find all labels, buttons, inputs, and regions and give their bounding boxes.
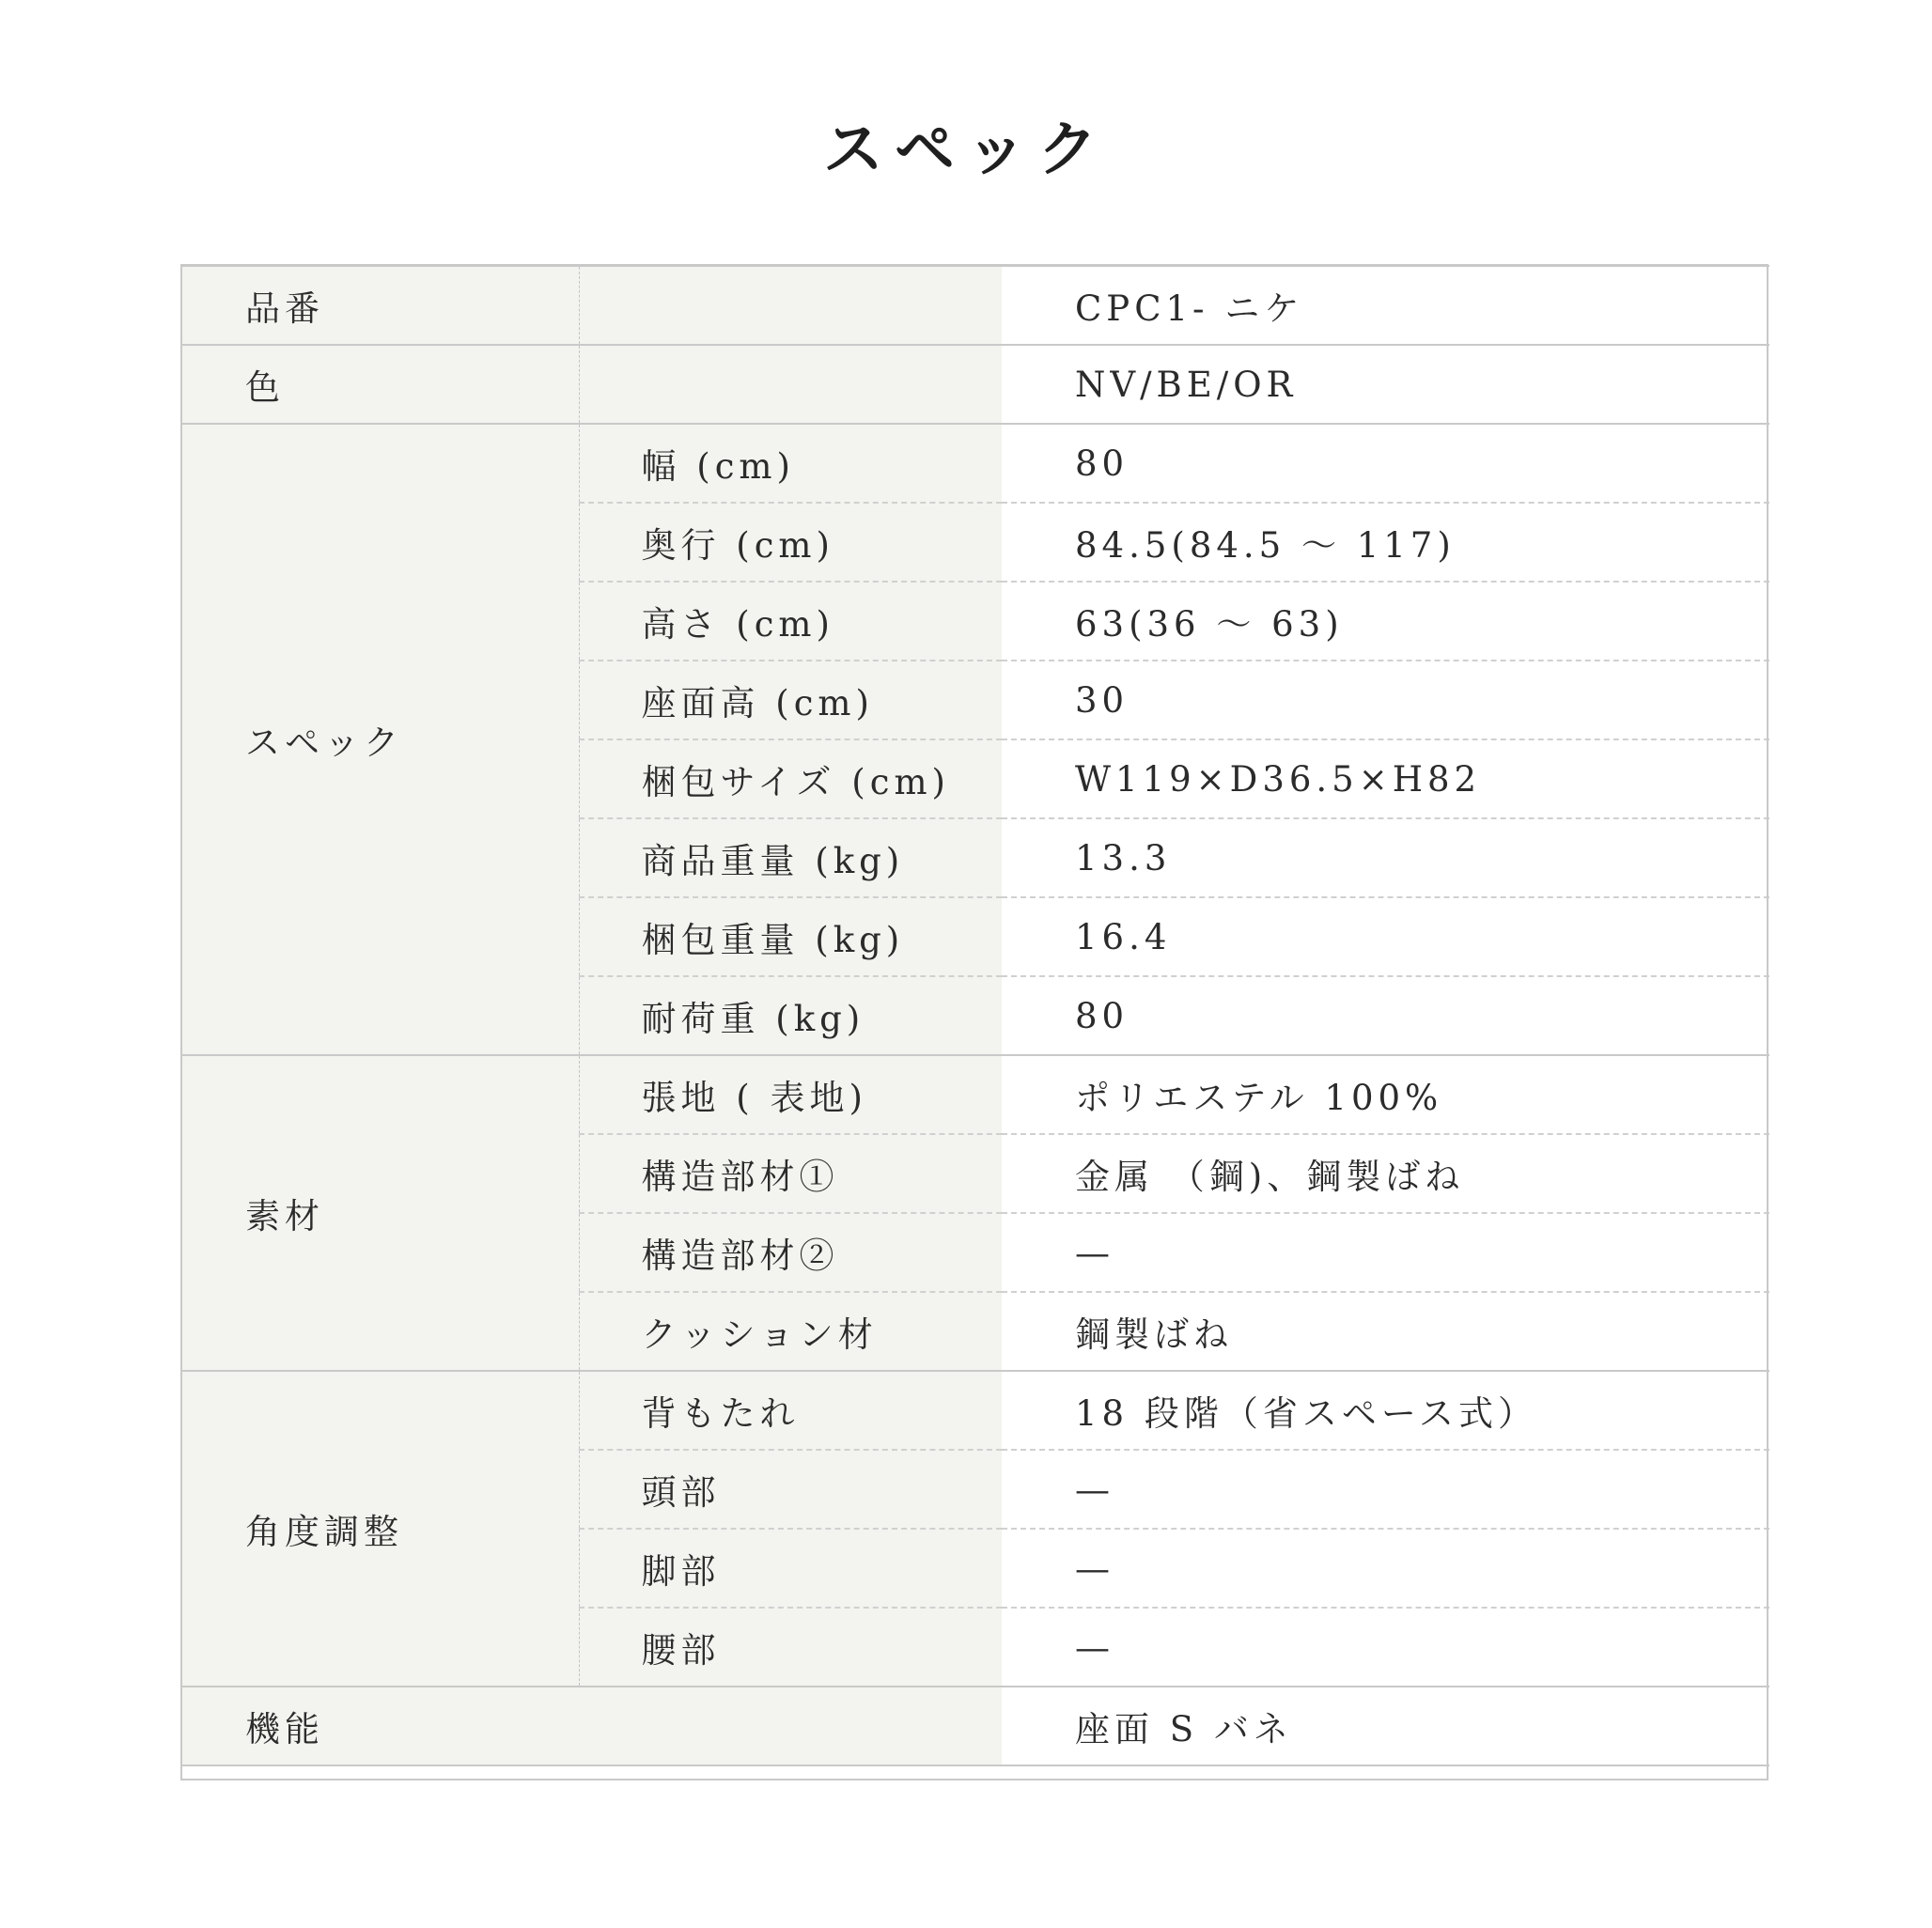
item-value: 30 (1002, 661, 1769, 739)
item-label: 高さ (cm) (579, 582, 1002, 661)
spec-table (181, 265, 1769, 1766)
table-row (181, 424, 1769, 503)
item-value: — (1002, 1213, 1769, 1292)
item-value: 鋼製ばね (1002, 1292, 1769, 1371)
group-label-angle: 角度調整 (181, 1371, 579, 1687)
item-value: — (1002, 1529, 1769, 1608)
table-row (181, 1055, 1769, 1134)
item-label: 背もたれ (579, 1371, 1002, 1450)
row-sub-empty (579, 266, 1002, 345)
item-label: 頭部 (579, 1450, 1002, 1529)
row-value-color: NV/BE/OR (1002, 345, 1769, 424)
item-value: 80 (1002, 424, 1769, 503)
row-label-color: 色 (181, 345, 579, 424)
item-label: 耐荷重 (kg) (579, 976, 1002, 1055)
item-value: 63(36 ～ 63) (1002, 582, 1769, 661)
item-value: 16.4 (1002, 897, 1769, 976)
item-value: 80 (1002, 976, 1769, 1055)
item-label: 奥行 (cm) (579, 503, 1002, 582)
item-value: 金属 （鋼)、鋼製ばね (1002, 1134, 1769, 1213)
table-row (181, 1371, 1769, 1450)
item-label: 梱包サイズ (cm) (579, 739, 1002, 818)
item-value: ポリエステル 100% (1002, 1055, 1769, 1134)
row-value-function: 座面 S バネ (1002, 1687, 1769, 1765)
table-row (181, 345, 1769, 424)
row-value-model: CPC1- ニケ (1002, 266, 1769, 345)
group-label-spec: スペック (181, 424, 579, 1055)
table-row (181, 266, 1769, 345)
item-label: 張地 ( 表地) (579, 1055, 1002, 1134)
item-value: — (1002, 1608, 1769, 1687)
item-value: W119×D36.5×H82 (1002, 739, 1769, 818)
item-label: 腰部 (579, 1608, 1002, 1687)
item-value: 13.3 (1002, 818, 1769, 897)
item-label: 構造部材② (579, 1213, 1002, 1292)
row-label-function: 機能 (181, 1687, 579, 1765)
item-label: 構造部材① (579, 1134, 1002, 1213)
group-label-material: 素材 (181, 1055, 579, 1371)
item-value: — (1002, 1450, 1769, 1529)
item-label: クッション材 (579, 1292, 1002, 1371)
page-title: スペック (823, 115, 1109, 185)
item-value: 84.5(84.5 ～ 117) (1002, 503, 1769, 582)
item-value: 18 段階（省スペース式） (1002, 1371, 1769, 1450)
table-row (181, 1687, 1769, 1765)
row-label-model: 品番 (181, 266, 579, 345)
item-label: 幅 (cm) (579, 424, 1002, 503)
row-sub-empty (579, 345, 1002, 424)
item-label: 商品重量 (kg) (579, 818, 1002, 897)
item-label: 梱包重量 (kg) (579, 897, 1002, 976)
item-label: 脚部 (579, 1529, 1002, 1608)
row-sub-empty (579, 1687, 1002, 1765)
item-label: 座面高 (cm) (579, 661, 1002, 739)
